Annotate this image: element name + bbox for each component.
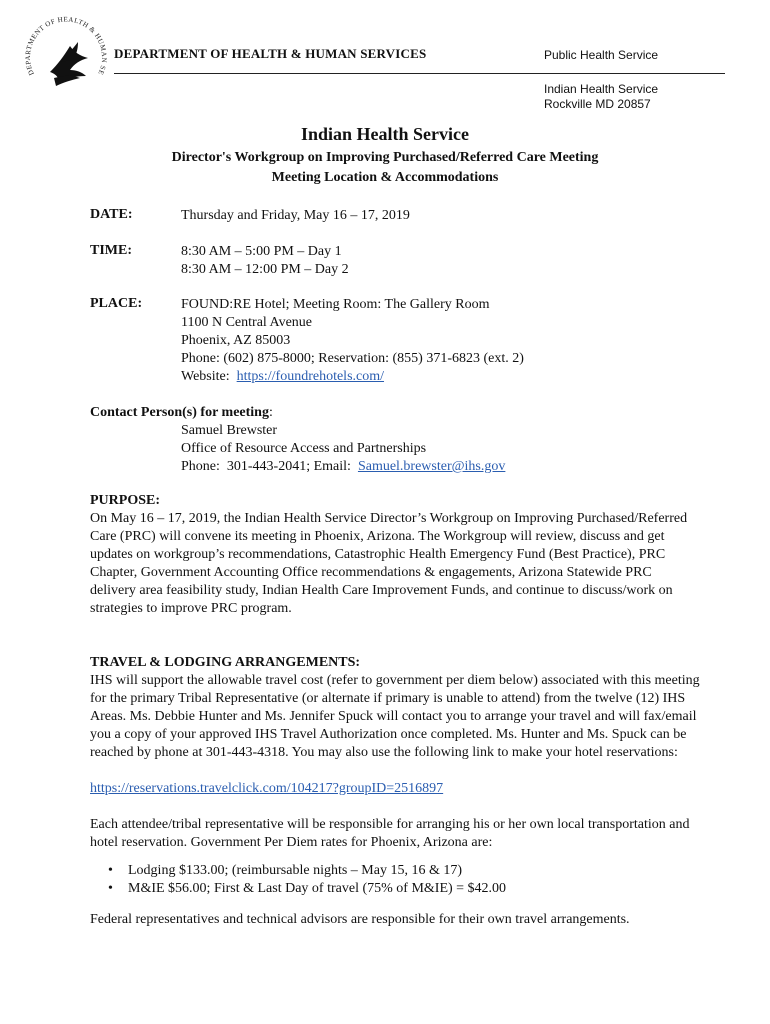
contact-phone-row <box>181 458 505 476</box>
place-street: 1100 N Central Avenue <box>181 315 313 330</box>
contact-details <box>181 422 505 476</box>
date-label: DATE: <box>90 207 133 222</box>
date-value: Thursday and Friday, May 16 – 17, 2019 <box>181 208 410 223</box>
per-diem-list <box>108 862 506 898</box>
per-diem-mie: • M&IE $56.00; First & Last Day of travel (75% of M&IE) = $42.00 <box>108 880 506 898</box>
agency-city: Rockville MD 20857 <box>544 97 651 111</box>
contact-email-link[interactable]: Samuel.brewster@ihs.gov <box>357 459 506 474</box>
hotel-website-link[interactable]: https://foundrehotels.com/ <box>236 369 385 384</box>
place-phone: Phone: (602) 875-8000; Reservation: (855) 371-6823 (ext. 2) <box>181 351 524 366</box>
place-website-row <box>181 368 524 386</box>
hotel-reservation-link[interactable]: https://reservations.travelclick.com/104217?groupID=2516897 <box>90 781 444 796</box>
public-health-service: Public Health Service <box>544 48 659 62</box>
per-diem-lodging: • Lodging $133.00; (reimbursable nights – May 15, 16 & 17) <box>108 862 506 880</box>
time-day-1: 8:30 AM – 5:00 PM – Day 1 <box>181 244 342 259</box>
agency-name: Indian Health Service <box>544 82 659 96</box>
website-label: Website: <box>181 369 237 384</box>
contact-name: Samuel Brewster <box>181 423 278 438</box>
page-title: Indian Health Service <box>300 124 469 144</box>
contact-label: Contact Person(s) for meeting <box>90 405 269 420</box>
travel-heading: TRAVEL & LODGING ARRANGEMENTS: <box>90 655 361 670</box>
place-details <box>181 296 524 386</box>
travel-text: IHS will support the allowable travel cost (refer to government per diem below) associated with this meeting for the primary Tribal Representative (or alternate if primary is unable to attend) from the twelve (12) IHS Areas. Ms. Debbie Hunter and Ms. Jennifer Spuck will contact you to arrange your travel and will fax/email you a copy of your approved IHS Travel Authorization once completed. Ms. Hunter and Ms. Spuck can be reached by phone at 301-443-4318. You may also use the following link to make your hotel reservations: <box>90 673 700 760</box>
place-label: PLACE: <box>90 296 143 311</box>
time-day-2: 8:30 AM – 12:00 PM – Day 2 <box>181 262 349 277</box>
purpose-text: On May 16 – 17, 2019, the Indian Health Service Director’s Workgroup on Improving Purchased/Referred Care (PRC) will convene its meeting in Phoenix, Arizona. The Workgroup will review, discuss and get updates on workgroup’s recommendations, Catastrophic Health Emergency Fund (Best Practice), PRC Chapter, Government Accounting Office recommendations & engagements, Arizona Statewide PRC delivery area feasibility study, Indian Health Care Improvement Funds, and continue to discuss/work on strategies to improve PRC program. <box>90 511 688 616</box>
contact-office: Office of Resource Access and Partnerships <box>181 441 427 456</box>
contact-heading <box>90 404 700 422</box>
place-city: Phoenix, AZ 85003 <box>181 333 291 348</box>
department-name: DEPARTMENT OF HEALTH & HUMAN SERVICES <box>114 46 427 61</box>
agency-address <box>544 82 658 112</box>
time-label: TIME: <box>90 243 132 258</box>
purpose-heading: PURPOSE: <box>90 493 160 508</box>
travel-responsibility-text: Each attendee/tribal representative will be responsible for arranging his or her own local transportation and hotel reservation. Government Per Diem rates for Phoenix, Arizona are: <box>90 817 690 850</box>
meeting-subtitle: Director's Workgroup on Improving Purchased/Referred Care Meeting <box>171 150 599 165</box>
time-values <box>181 243 349 279</box>
header-divider <box>114 73 725 74</box>
closing-text: Federal representatives and technical advisors are responsible for their own travel arrangements. <box>90 912 630 927</box>
location-subtitle: Meeting Location & Accommodations <box>271 170 499 185</box>
travel-link-row <box>90 780 700 798</box>
contact-colon: : <box>268 405 273 420</box>
contact-phone: Phone: 301-443-2041; Email: <box>181 459 358 474</box>
hhs-seal-logo <box>20 12 112 104</box>
seal-text: DEPARTMENT OF HEALTH & HUMAN SE <box>23 15 109 77</box>
place-hotel: FOUND:RE Hotel; Meeting Room: The Gallery Room <box>181 297 490 312</box>
